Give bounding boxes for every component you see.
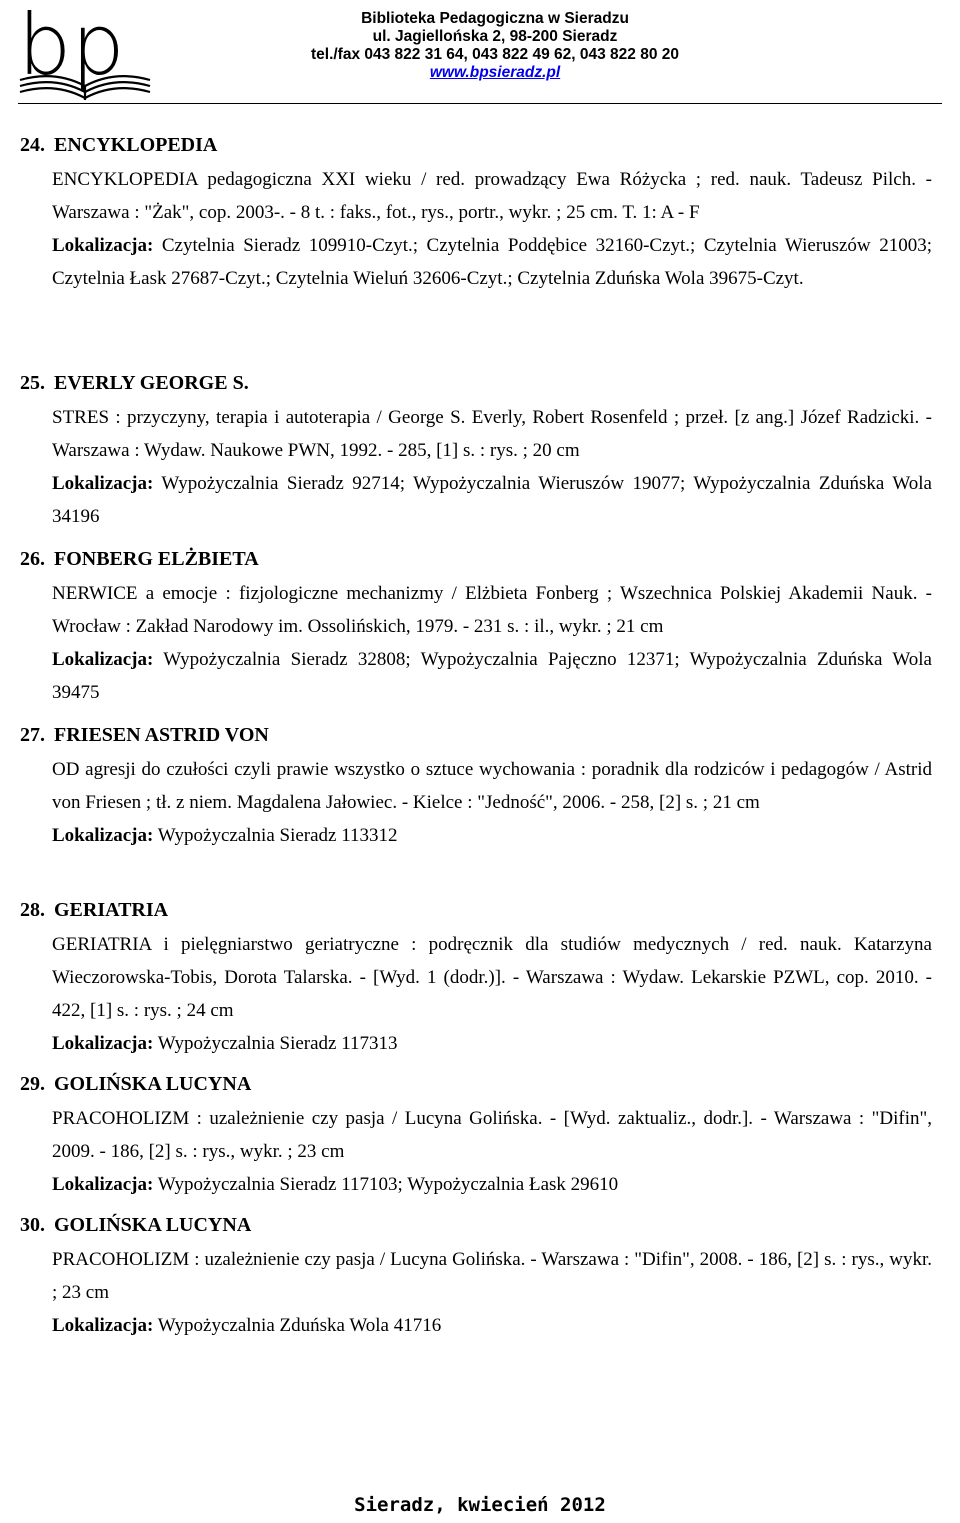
- bibliography-entry: [20, 1072, 932, 1201]
- entry-author: EVERLY GEORGE S.: [54, 372, 249, 394]
- location-text: Czytelnia Sieradz 109910-Czyt.; Czytelnia Poddębice 32160-Czyt.; Czytelnia Wieruszów 21003; Czytelnia Łask 27687-Czyt.; Czytelnia Wieluń 32606-Czyt.; Czytelnia Zduńska Wola 39675-Czyt.: [52, 235, 932, 289]
- entry-heading: [20, 1213, 932, 1237]
- entry-location: [52, 1309, 932, 1342]
- page-footer: Sieradz, kwiecień 2012: [354, 1494, 606, 1516]
- location-text: Wypożyczalnia Sieradz 117313: [153, 1033, 398, 1054]
- bibliography-entry: [20, 133, 932, 295]
- location-text: Wypożyczalnia Sieradz 113312: [153, 825, 398, 846]
- entry-author: GOLIŃSKA LUCYNA: [54, 1073, 252, 1095]
- entry-number: 28.: [20, 899, 45, 921]
- entry-author: FRIESEN ASTRID VON: [54, 724, 269, 746]
- entry-number: 27.: [20, 724, 45, 746]
- entry-description: PRACOHOLIZM : uzależnienie czy pasja / Lucyna Golińska. - Warszawa : "Difin", 2008. - 186, [2] s. : rys., wykr. ; 23 cm: [52, 1249, 932, 1303]
- entry-location: [52, 643, 932, 709]
- page-header: [0, 0, 960, 110]
- location-label: Lokalizacja:: [52, 1033, 154, 1054]
- location-label: Lokalizacja:: [52, 1315, 154, 1336]
- location-text: Wypożyczalnia Sieradz 117103; Wypożyczalnia Łask 29610: [153, 1174, 619, 1195]
- location-label: Lokalizacja:: [52, 235, 154, 256]
- location-label: Lokalizacja:: [52, 649, 154, 670]
- org-contact-block: [275, 10, 715, 82]
- org-phone: tel./fax 043 822 31 64, 043 822 49 62, 043 822 80 20: [310, 46, 679, 63]
- bibliography-entry: [20, 723, 932, 852]
- entry-description: GERIATRIA i pielęgniarstwo geriatryczne : podręcznik dla studiów medycznych / red. nauk. Katarzyna Wieczorowska-Tobis, Dorota Talarska. - [Wyd. 1 (dodr.)]. - Warszawa : Wydaw. Lekarskie PZWL, cop. 2010. - 422, [1] s. : rys. ; 24 cm: [52, 934, 932, 1021]
- entry-number: 26.: [20, 548, 45, 570]
- entry-location: [52, 1027, 932, 1060]
- entry-heading: [20, 898, 932, 922]
- org-name: Biblioteka Pedagogiczna w Sieradzu: [361, 10, 629, 27]
- entry-location: [52, 1168, 932, 1201]
- header-divider: [18, 103, 942, 104]
- location-text: Wypożyczalnia Sieradz 92714; Wypożyczalnia Wieruszów 19077; Wypożyczalnia Zduńska Wola 34196: [52, 473, 932, 527]
- entry-description: STRES : przyczyny, terapia i autoterapia / George S. Everly, Robert Rosenfeld ; przeł. [z ang.] Józef Radzicki. - Warszawa : Wydaw. Naukowe PWN, 1992. - 285, [1] s. : rys. ; 20 cm: [52, 407, 932, 461]
- entry-heading: [20, 547, 932, 571]
- entry-number: 25.: [20, 372, 45, 394]
- location-label: Lokalizacja:: [52, 1174, 154, 1195]
- entry-author: GOLIŃSKA LUCYNA: [54, 1214, 252, 1236]
- bibliography-entry: [20, 1213, 932, 1342]
- entry-description: OD agresji do czułości czyli prawie wszystko o sztuce wychowania : poradnik dla rodziców i pedagogów / Astrid von Friesen ; tł. z niem. Magdalena Jałowiec. - Kielce : "Jedność", 2006. - 258, [2] s. ; 21 cm: [52, 759, 932, 813]
- entry-author: ENCYKLOPEDIA: [54, 134, 218, 156]
- entry-author: GERIATRIA: [54, 899, 169, 921]
- entry-location: [52, 819, 932, 852]
- org-address: ul. Jagiellońska 2, 98-200 Sieradz: [372, 28, 618, 45]
- library-logo: [10, 2, 160, 102]
- org-website-link[interactable]: www.bpsieradz.pl: [429, 64, 561, 81]
- entry-heading: [20, 723, 932, 747]
- entry-number: 24.: [20, 134, 45, 156]
- entry-location: [52, 467, 932, 533]
- entry-number: 29.: [20, 1073, 45, 1095]
- entry-description: NERWICE a emocje : fizjologiczne mechanizmy / Elżbieta Fonberg ; Wszechnica Polskiej Akademii Nauk. - Wrocław : Zakład Narodowy im. Ossolińskich, 1979. - 231 s. : il., wykr. ; 21 cm: [52, 583, 932, 637]
- location-label: Lokalizacja:: [52, 825, 154, 846]
- location-label: Lokalizacja:: [52, 473, 154, 494]
- bibliography-entry: [20, 547, 932, 709]
- location-text: Wypożyczalnia Sieradz 32808; Wypożyczalnia Pajęczno 12371; Wypożyczalnia Zduńska Wola 39475: [52, 649, 932, 703]
- entry-description: PRACOHOLIZM : uzależnienie czy pasja / Lucyna Golińska. - [Wyd. zaktualiz., dodr.]. - Warszawa : "Difin", 2009. - 186, [2] s. : rys., wykr. ; 23 cm: [52, 1108, 932, 1162]
- bibliography-entry: [20, 898, 932, 1060]
- entry-location: [52, 229, 932, 295]
- entry-heading: [20, 371, 932, 395]
- entry-heading: [20, 133, 932, 157]
- entry-number: 30.: [20, 1214, 45, 1236]
- entry-description: ENCYKLOPEDIA pedagogiczna XXI wieku / red. prowadzący Ewa Różycka ; red. nauk. Tadeusz Pilch. - Warszawa : "Żak", cop. 2003-. - 8 t. : faks., fot., rys., portr., wykr. ; 25 cm. T. 1: A - F: [52, 169, 932, 223]
- bibliography-entry: [20, 371, 932, 533]
- entry-author: FONBERG ELŻBIETA: [54, 548, 259, 570]
- entry-heading: [20, 1072, 932, 1096]
- logo-text: bp: [18, 2, 125, 94]
- location-text: Wypożyczalnia Zduńska Wola 41716: [153, 1315, 442, 1336]
